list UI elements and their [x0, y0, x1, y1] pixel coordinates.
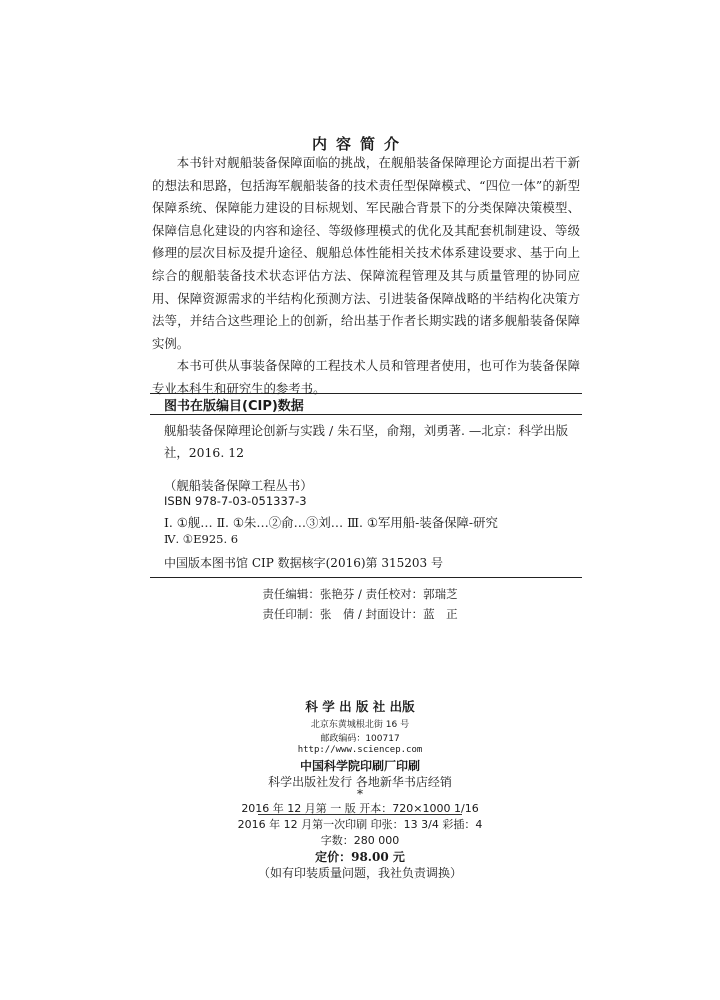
- printer-line: 中国科学院印刷厂印刷: [299, 759, 420, 773]
- publisher-postcode: 邮政编码：100717: [320, 734, 400, 744]
- cip-line-1: 舰船装备保障理论创新与实践 / 朱石坚，俞翔，刘勇著. —北京：科学出版社，2016. 12: [164, 423, 569, 460]
- edition-line: 2016 年 12 月第 一 版 开本：720×1000 1/16: [241, 802, 479, 815]
- cip-line-2: （舰船装备保障工程丛书）: [164, 478, 313, 493]
- cip-title: 图书在版编目(CIP)数据: [164, 399, 304, 414]
- intro-body: [152, 152, 580, 401]
- publisher-address: 北京东黄城根北街 16 号: [310, 720, 410, 730]
- separator-star: *: [357, 787, 363, 801]
- responsibility-line-2: 责任印制：张 倩 / 封面设计：蓝 正: [262, 607, 458, 621]
- distribution-line: 科学出版社发行 各地新华书店经销: [268, 775, 452, 789]
- cip-line-3: ISBN 978-7-03-051337-3: [164, 494, 307, 508]
- price-line: 定价：98.00 元: [315, 850, 405, 864]
- publisher-line: 科 学 出 版 社 出版: [305, 699, 415, 714]
- cip-line-5: Ⅳ. ①E925. 6: [164, 532, 239, 546]
- cip-line-6: 中国版本图书馆 CIP 数据核字(2016)第 315203 号: [164, 556, 443, 570]
- cip-divider: [150, 414, 582, 415]
- wordcount-line: 字数：280 000: [320, 834, 400, 847]
- intro-title: 内容简介: [311, 135, 408, 153]
- intro-paragraph-1: 本书针对舰船装备保障面临的挑战，在舰船装备保障理论方面提出若干新的想法和思路，包括海军舰船装备的技术责任型保障模式、“四位一体”的新型保障系统、保障能力建设的目标规划、军民融合背景下的分类保障决策模型、保障信息化建设的内容和途径、等级修理模式的优化及其配套机制建设、等级修理的层次目标及提升途径、舰船总体性能相关技术体系建设要求、基于向上综合的舰船装备技术状态评估方法、保障流程管理及其与质量管理的协同应用、保障资源需求的半结构化预测方法、引进装备保障战略的半结构化决策方法等，并结合这些理论上的创新，给出基于作者长期实践的诸多舰船装备保障实例。: [152, 155, 580, 351]
- printing-line: 2016 年 12 月第一次印刷 印张：13 3/4 彩插：4: [237, 818, 483, 831]
- cip-line-4: Ⅰ. ①舰… Ⅱ. ①朱…②俞…③刘… Ⅲ. ①军用船-装备保障-研究: [164, 515, 498, 530]
- publisher-url: http://www.sciencep.com: [297, 745, 423, 755]
- responsibility-line-1: 责任编辑：张艳芬 / 责任校对：郭瑞芝: [262, 587, 458, 601]
- quality-note: （如有印装质量问题，我社负责调换）: [257, 866, 462, 880]
- intro-paragraph-2: 本书可供从事装备保障的工程技术人员和管理者使用，也可作为装备保障专业本科生和研究生的参考书。: [152, 358, 580, 396]
